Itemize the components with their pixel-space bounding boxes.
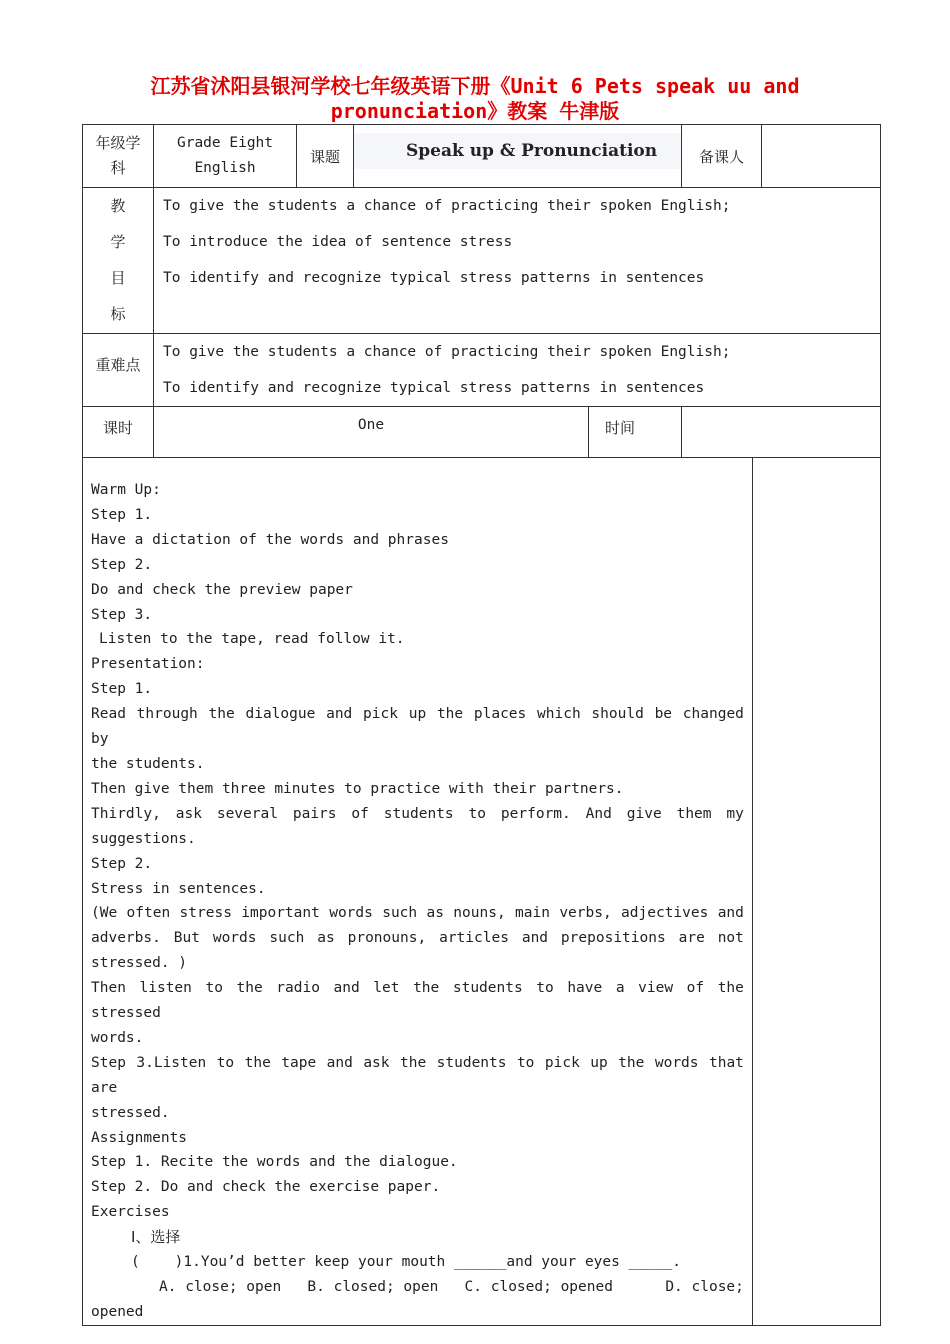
lesson-info-table [82,124,881,458]
body-line: Stress in sentences. [91,880,266,897]
grade-value-cell [154,125,297,188]
body-line: Do and check the preview paper [91,581,353,598]
objectives-label-char: 教 [110,197,126,215]
period-label-cell [83,407,154,458]
teacher-value-cell [762,125,881,188]
period-value-cell [154,407,589,458]
exercise-options: A. close; open B. closed; open C. closed; opened D. close; [159,1279,744,1295]
teacher-label: 备课人 [698,147,744,166]
objective-item: To introduce the idea of sentence stress [163,234,513,250]
grade-label-cell [83,125,154,188]
body-line: Step 3. [91,606,153,623]
objectives-label-char: 目 [110,269,126,287]
grade-label: 年级学科 [95,134,141,177]
exercise-options-wrap: opened [91,1303,144,1320]
grade-value-2: English [194,160,256,176]
time-label: 时间 [605,419,636,437]
key-points-label: 重难点 [95,356,141,374]
body-line: Assignments [91,1129,188,1146]
period-label: 课时 [102,419,133,437]
key-points-label-cell [83,334,154,407]
body-line: Read through the dialogue and pick up the places which should be changed by [91,706,744,748]
grade-value-1: Grade Eight [176,135,274,151]
key-points-content-cell [154,334,881,407]
body-line: Step 1. [91,506,153,523]
objectives-label-char: 标 [110,305,126,323]
objective-item: To identify and recognize typical stress patterns in sentences [163,270,705,286]
body-line: Listen to the tape, read follow it. [99,631,405,648]
body-line: Have a dictation of the words and phrases [91,531,449,548]
period-value: One [357,417,385,433]
body-line: stressed. ) [91,955,188,972]
body-line: Step 3.Listen to the tape and ask the students to pick up the words that are [91,1054,744,1096]
body-line: adverbs. But words such as pronouns, articles and prepositions are not [91,930,744,947]
lesson-body-cell [83,458,753,1326]
body-line: Then give them three minutes to practice with their partners. [91,780,624,797]
topic-label: 课题 [309,147,340,166]
objectives-content-cell [154,188,881,334]
body-line: Step 2. Do and check the exercise paper. [91,1179,441,1196]
body-line: Step 1. Recite the words and the dialogue. [91,1154,458,1171]
topic-value: Speak up & Pronunciation [354,133,681,169]
body-line: stressed. [91,1104,170,1121]
body-line: Warm Up: [91,482,161,498]
body-line: (We often stress important words such as nouns, main verbs, adjectives and [91,905,744,922]
body-line: the students. [91,755,205,772]
body-line: Thirdly, ask several pairs of students to perform. And give them my [91,805,744,822]
key-point-item: To identify and recognize typical stress patterns in sentences [163,380,705,396]
notes-column [752,458,880,1326]
exercise-heading: Ⅰ、选择 [131,1228,181,1247]
objectives-label-char: 学 [110,233,126,251]
time-label-cell [589,407,682,458]
topic-value-cell [354,125,682,188]
exercise-question: ( )1.You’d better keep your mouth ______and your eyes _____. [131,1254,681,1271]
lesson-body-table [82,457,881,1326]
teacher-label-cell [682,125,762,188]
title-line-2: pronunciation》教案 牛津版 [307,99,644,125]
objective-item: To give the students a chance of practicing their spoken English; [163,198,731,214]
body-line: Step 2. [91,556,153,573]
body-line: suggestions. [91,830,196,847]
body-line: Exercises [91,1204,170,1221]
lesson-body [83,458,752,1325]
document-title [0,74,950,125]
body-line: Step 1. [91,681,153,698]
time-value-cell [682,407,881,458]
key-point-item: To give the students a chance of practicing their spoken English; [163,344,731,360]
topic-label-cell [297,125,354,188]
objectives-label-cell [83,188,154,334]
body-line: words. [91,1029,144,1046]
title-line-1: 江苏省沭阳县银河学校七年级英语下册《Unit 6 Pets speak uu and [150,74,800,98]
body-line: Step 2. [91,855,153,872]
body-line: Presentation: [91,656,205,673]
body-line: Then listen to the radio and let the students to have a view of the stressed [91,980,744,1022]
